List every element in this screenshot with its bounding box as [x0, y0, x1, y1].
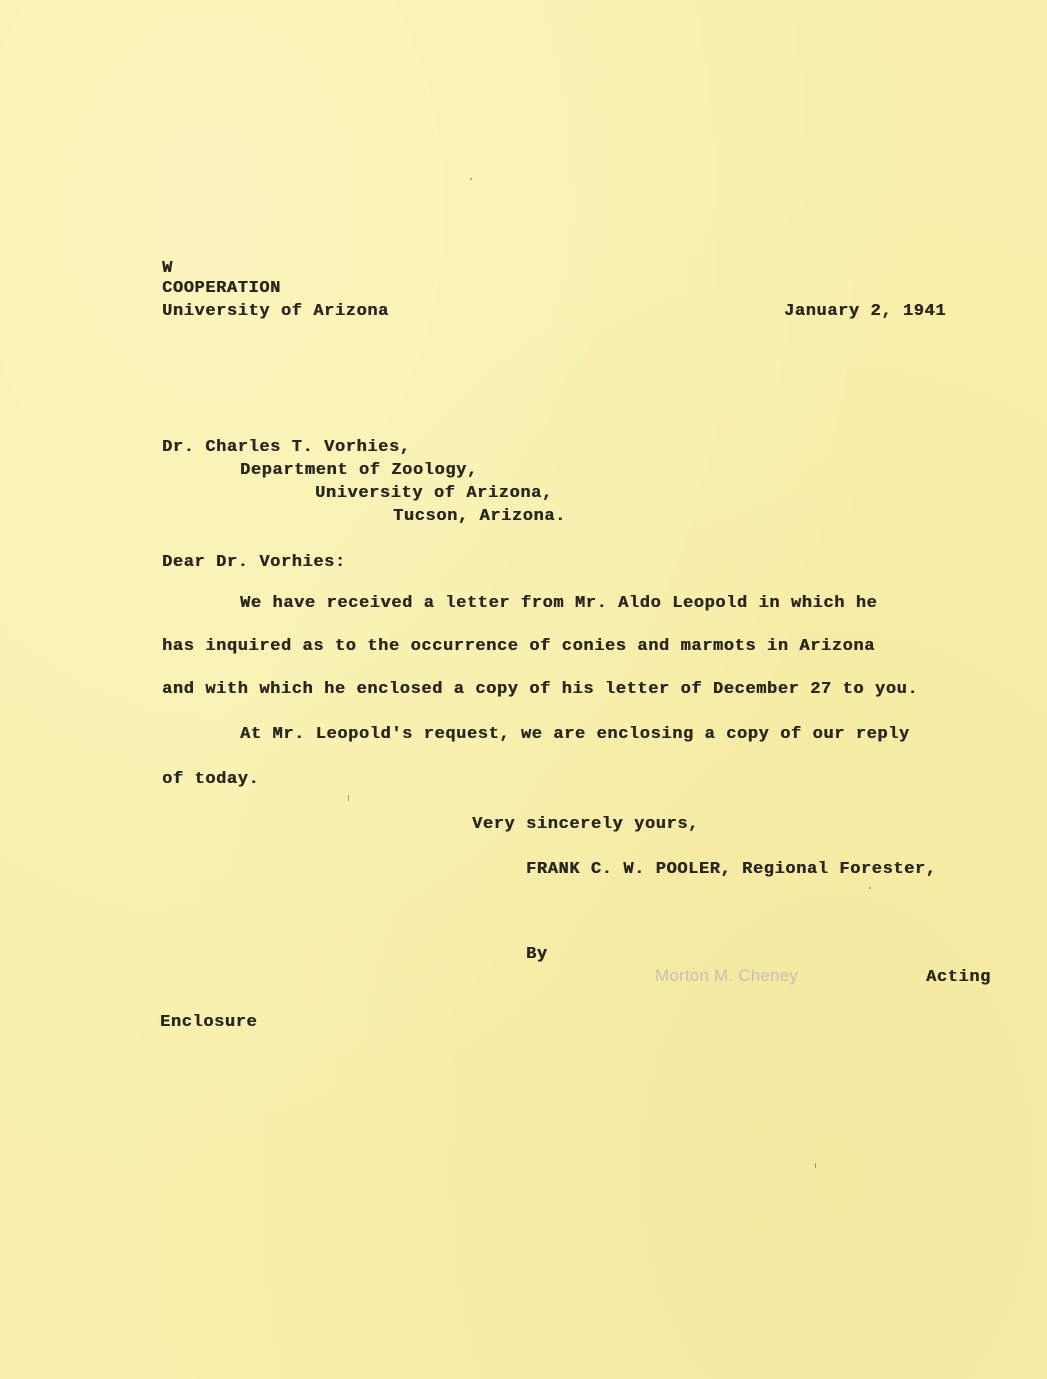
acting-label: Acting [926, 968, 991, 987]
name-stamp: Morton M. Cheney [655, 966, 799, 985]
body-line: has inquired as to the occurrence of conies and marmots in Arizona [162, 637, 875, 656]
recipient-city: Tucson, Arizona. [393, 507, 566, 526]
paper-speck [470, 178, 472, 180]
institution-line: University of Arizona [162, 302, 389, 321]
paper-speck [869, 887, 871, 889]
complimentary-close: Very sincerely yours, [472, 815, 699, 834]
recipient-department: Department of Zoology, [240, 461, 478, 480]
by-label: By [526, 945, 548, 964]
file-code: W [162, 259, 173, 278]
paper-speck [348, 795, 349, 801]
subject-line: COOPERATION [162, 279, 281, 298]
letter-date: January 2, 1941 [784, 302, 947, 321]
paper-speck [815, 1163, 816, 1168]
signer-line: FRANK C. W. POOLER, Regional Forester, [526, 860, 937, 879]
salutation: Dear Dr. Vorhies: [162, 553, 346, 572]
recipient-name: Dr. Charles T. Vorhies, [162, 438, 411, 457]
body-line: At Mr. Leopold's request, we are enclosing a copy of our reply [240, 725, 910, 744]
body-line: We have received a letter from Mr. Aldo Leopold in which he [240, 594, 878, 613]
body-line: and with which he enclosed a copy of his letter of December 27 to you. [162, 680, 919, 699]
enclosure-note: Enclosure [160, 1013, 258, 1032]
recipient-university: University of Arizona, [315, 484, 553, 503]
body-line: of today. [162, 770, 260, 789]
